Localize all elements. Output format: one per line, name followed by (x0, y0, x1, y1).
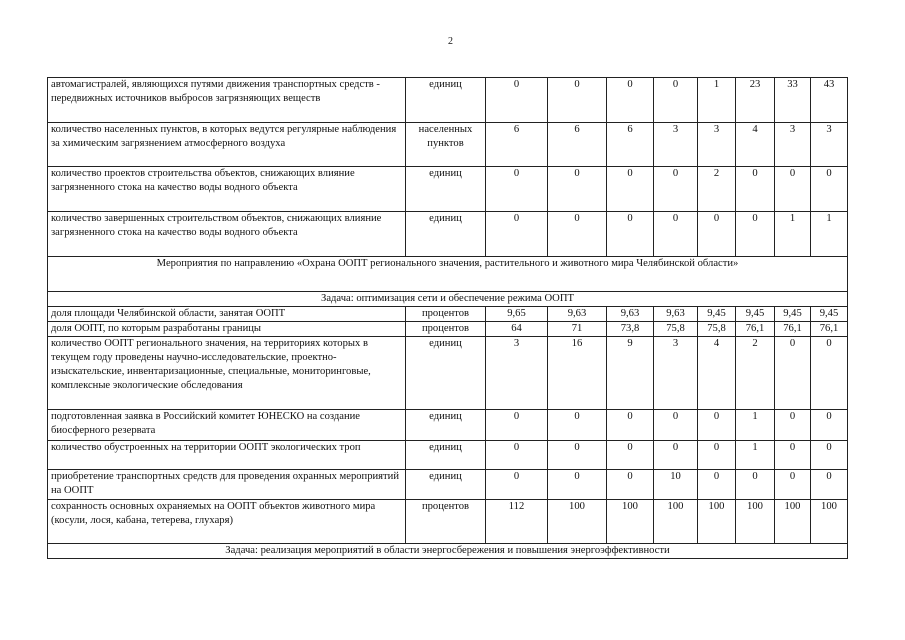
value-cell: 0 (775, 470, 811, 500)
indicator-name: количество обустроенных на территории ООПТ экологических троп (48, 441, 406, 470)
unit-cell: единиц (406, 78, 486, 123)
value-cell: 0 (698, 470, 736, 500)
value-cell: 76,1 (775, 322, 811, 337)
value-cell: 0 (548, 441, 607, 470)
value-cell: 10 (654, 470, 698, 500)
table-row (48, 410, 848, 441)
value-cell: 100 (736, 500, 775, 544)
value-cell: 100 (654, 500, 698, 544)
task-row (48, 292, 848, 307)
task-heading: Задача: реализация мероприятий в области энергосбережения и повышения энергоэффективности (48, 544, 848, 559)
value-cell: 1 (811, 212, 848, 257)
value-cell: 71 (548, 322, 607, 337)
indicators-table (47, 77, 848, 559)
value-cell: 2 (736, 337, 775, 410)
value-cell: 0 (607, 410, 654, 441)
unit-cell: процентов (406, 500, 486, 544)
value-cell: 100 (775, 500, 811, 544)
table-row (48, 500, 848, 544)
value-cell: 0 (654, 410, 698, 441)
value-cell: 0 (607, 212, 654, 257)
value-cell: 3 (654, 337, 698, 410)
value-cell: 0 (607, 470, 654, 500)
value-cell: 75,8 (654, 322, 698, 337)
indicator-name: автомагистралей, являющихся путями движения транспортных средств - передвижных источников выбросов загрязняющих веществ (48, 78, 406, 123)
value-cell: 100 (698, 500, 736, 544)
value-cell: 3 (775, 123, 811, 167)
value-cell: 9,45 (736, 307, 775, 322)
value-cell: 0 (486, 167, 548, 212)
value-cell: 23 (736, 78, 775, 123)
value-cell: 0 (486, 441, 548, 470)
value-cell: 0 (811, 470, 848, 500)
value-cell: 9 (607, 337, 654, 410)
unit-cell: населенных пунктов (406, 123, 486, 167)
value-cell: 0 (811, 410, 848, 441)
indicator-name: подготовленная заявка в Российский комитет ЮНЕСКО на создание биосферного резервата (48, 410, 406, 441)
table-row (48, 123, 848, 167)
value-cell: 9,63 (548, 307, 607, 322)
value-cell: 100 (548, 500, 607, 544)
unit-cell: единиц (406, 441, 486, 470)
value-cell: 100 (811, 500, 848, 544)
unit-cell: единиц (406, 337, 486, 410)
indicator-name: сохранность основных охраняемых на ООПТ объектов животного мира (косули, лося, кабана, тетерева, глухаря) (48, 500, 406, 544)
value-cell: 6 (486, 123, 548, 167)
section-row (48, 257, 848, 292)
value-cell: 3 (811, 123, 848, 167)
table-row (48, 167, 848, 212)
value-cell: 0 (736, 212, 775, 257)
value-cell: 9,45 (811, 307, 848, 322)
value-cell: 3 (698, 123, 736, 167)
value-cell: 9,65 (486, 307, 548, 322)
table-row (48, 307, 848, 322)
value-cell: 0 (811, 337, 848, 410)
value-cell: 76,1 (736, 322, 775, 337)
value-cell: 0 (607, 441, 654, 470)
value-cell: 4 (736, 123, 775, 167)
value-cell: 0 (811, 441, 848, 470)
value-cell: 0 (654, 212, 698, 257)
value-cell: 3 (654, 123, 698, 167)
unit-cell: единиц (406, 410, 486, 441)
value-cell: 0 (654, 78, 698, 123)
value-cell: 112 (486, 500, 548, 544)
value-cell: 0 (548, 470, 607, 500)
value-cell: 2 (698, 167, 736, 212)
unit-cell: процентов (406, 322, 486, 337)
value-cell: 0 (607, 78, 654, 123)
value-cell: 0 (486, 212, 548, 257)
value-cell: 73,8 (607, 322, 654, 337)
value-cell: 0 (775, 337, 811, 410)
indicator-name: приобретение транспортных средств для проведения охранных мероприятий на ООПТ (48, 470, 406, 500)
value-cell: 0 (775, 410, 811, 441)
task-row (48, 544, 848, 559)
value-cell: 6 (548, 123, 607, 167)
value-cell: 100 (607, 500, 654, 544)
value-cell: 0 (698, 441, 736, 470)
value-cell: 0 (607, 167, 654, 212)
indicator-name: количество проектов строительства объектов, снижающих влияние загрязненного стока на качество воды водного объекта (48, 167, 406, 212)
value-cell: 1 (698, 78, 736, 123)
value-cell: 16 (548, 337, 607, 410)
value-cell: 0 (548, 212, 607, 257)
table-row (48, 212, 848, 257)
value-cell: 33 (775, 78, 811, 123)
table-row (48, 337, 848, 410)
value-cell: 0 (548, 410, 607, 441)
value-cell: 0 (698, 410, 736, 441)
indicator-name: доля ООПТ, по которым разработаны границы (48, 322, 406, 337)
value-cell: 9,63 (607, 307, 654, 322)
value-cell: 0 (775, 167, 811, 212)
table-row (48, 78, 848, 123)
value-cell: 0 (736, 167, 775, 212)
unit-cell: единиц (406, 470, 486, 500)
value-cell: 0 (698, 212, 736, 257)
value-cell: 75,8 (698, 322, 736, 337)
value-cell: 9,45 (775, 307, 811, 322)
value-cell: 0 (486, 470, 548, 500)
value-cell: 0 (811, 167, 848, 212)
value-cell: 9,45 (698, 307, 736, 322)
value-cell: 1 (775, 212, 811, 257)
value-cell: 0 (654, 167, 698, 212)
value-cell: 43 (811, 78, 848, 123)
value-cell: 0 (736, 470, 775, 500)
value-cell: 0 (548, 78, 607, 123)
indicator-name: количество завершенных строительством объектов, снижающих влияние загрязненного стока на качество воды водного объекта (48, 212, 406, 257)
value-cell: 0 (486, 78, 548, 123)
table-row (48, 322, 848, 337)
value-cell: 6 (607, 123, 654, 167)
value-cell: 1 (736, 410, 775, 441)
value-cell: 76,1 (811, 322, 848, 337)
table-row (48, 470, 848, 500)
indicator-name: доля площади Челябинской области, занятая ООПТ (48, 307, 406, 322)
unit-cell: единиц (406, 167, 486, 212)
value-cell: 64 (486, 322, 548, 337)
value-cell: 0 (548, 167, 607, 212)
table-row (48, 441, 848, 470)
indicator-name: количество ООПТ регионального значения, на территориях которых в текущем году проведены научно-исследовательские, проектно-изыскательские, инвентаризационные, специальные, мониторинговые, комплексные экологические обследования (48, 337, 406, 410)
value-cell: 1 (736, 441, 775, 470)
section-heading: Мероприятия по направлению «Охрана ООПТ регионального значения, растительного и животного мира Челябинской области» (48, 257, 848, 292)
value-cell: 9,63 (654, 307, 698, 322)
value-cell: 0 (486, 410, 548, 441)
value-cell: 0 (654, 441, 698, 470)
value-cell: 4 (698, 337, 736, 410)
value-cell: 0 (775, 441, 811, 470)
unit-cell: единиц (406, 212, 486, 257)
task-heading: Задача: оптимизация сети и обеспечение режима ООПТ (48, 292, 848, 307)
page-number: 2 (448, 36, 453, 47)
unit-cell: процентов (406, 307, 486, 322)
indicator-name: количество населенных пунктов, в которых ведутся регулярные наблюдения за химическим загрязнением атмосферного воздуха (48, 123, 406, 167)
value-cell: 3 (486, 337, 548, 410)
